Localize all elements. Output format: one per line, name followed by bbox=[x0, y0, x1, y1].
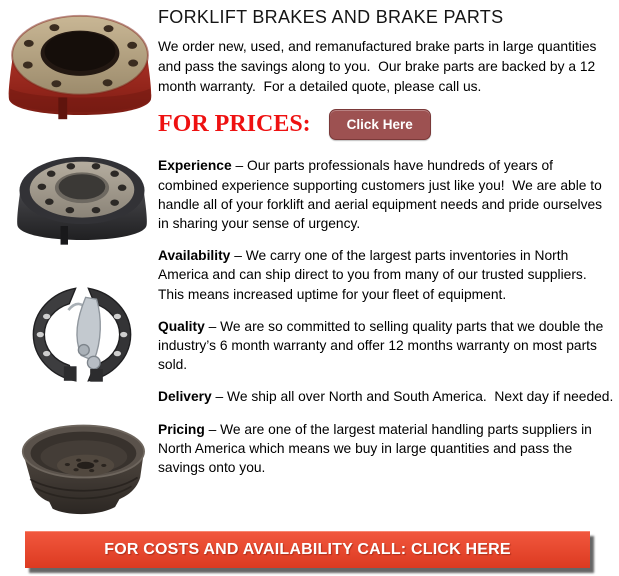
banner-label: FOR COSTS AND AVAILABILITY CALL: CLICK HERE bbox=[104, 541, 511, 558]
section-delivery-body: – We ship all over North and South America. Next day if needed. bbox=[215, 389, 614, 405]
section-pricing-body: – We are one of the largest material handling parts suppliers in North America which means we buy in large quantities and pass the savings onto you. bbox=[158, 421, 596, 476]
section-availability-body: – We carry one of the largest parts inventories in North America and can ship direct to you from many of our trusted suppliers. This means increased uptime for your fleet of equipment. bbox=[158, 248, 591, 302]
section-quality-label: Quality bbox=[158, 318, 205, 334]
brake-shoe-set-image bbox=[14, 278, 150, 392]
section-delivery bbox=[158, 387, 616, 406]
section-delivery-label: Delivery bbox=[158, 389, 212, 405]
content-column bbox=[158, 6, 616, 490]
click-here-button[interactable]: Click Here bbox=[329, 109, 431, 140]
section-availability-label: Availability bbox=[158, 248, 231, 264]
section-experience-label: Experience bbox=[158, 158, 232, 174]
section-pricing bbox=[158, 420, 616, 478]
section-pricing-label: Pricing bbox=[158, 421, 205, 437]
costs-availability-banner[interactable] bbox=[25, 531, 590, 568]
black-brake-drum-image bbox=[12, 142, 152, 254]
cast-brake-drum-bowl-image bbox=[18, 408, 148, 528]
section-quality-body: – We are so committed to selling quality parts that we double the industry’s 6 month warranty and offer 12 months warranty on most parts sold. bbox=[158, 318, 608, 373]
section-availability bbox=[158, 246, 616, 304]
section-quality bbox=[158, 317, 616, 375]
page-title: FORKLIFT BRAKES AND BRAKE PARTS bbox=[158, 7, 504, 27]
for-prices-label: FOR PRICES: bbox=[158, 111, 311, 138]
section-experience-body: – Our parts professionals have hundreds of years of combined experience supporting customers just like you! We are able to handle all of your forklift and aerial equipment needs and pride ourselves in sharing your sense of urgency. bbox=[158, 158, 606, 231]
red-brake-drum-image bbox=[6, 4, 154, 132]
prices-row bbox=[158, 107, 616, 141]
intro-paragraph: We order new, used, and remanufactured brake parts in large quantities and pass the savings along to you. Our brake parts are backed by a 12 month warranty. For a detailed quote, please call us. bbox=[158, 39, 601, 94]
section-experience bbox=[158, 156, 616, 233]
